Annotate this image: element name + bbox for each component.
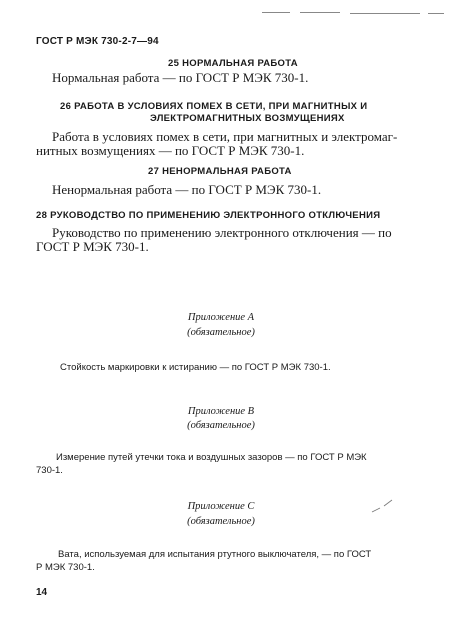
appendix-status: (обязательное) (187, 420, 255, 431)
section-title: 26 РАБОТА В УСЛОВИЯХ ПОМЕХ В СЕТИ, ПРИ МАГНИТНЫХ И (60, 101, 368, 112)
appendix-status: (обязательное) (187, 516, 255, 527)
section-title: ЭЛЕКТРОМАГНИТНЫХ ВОЗМУЩЕНИЯХ (150, 113, 345, 124)
section-text: Нормальная работа — по ГОСТ Р МЭК 730-1. (52, 70, 309, 85)
section-text: Руководство по применению электронного отключения — по (52, 225, 392, 240)
section-text: Работа в условиях помех в сети, при магнитных и электромаг- (52, 129, 398, 144)
section-title: 28 РУКОВОДСТВО ПО ПРИМЕНЕНИЮ ЭЛЕКТРОННОГО ОТКЛЮЧЕНИЯ (36, 210, 381, 221)
scan-mark (300, 12, 340, 13)
appendix-title: Приложение А (187, 312, 255, 323)
appendix-title: Приложение В (187, 406, 255, 417)
scan-mark (428, 13, 444, 14)
appendix-text: 730-1. (36, 465, 63, 476)
scan-mark (370, 498, 394, 514)
section-title: 25 НОРМАЛЬНАЯ РАБОТА (168, 58, 298, 69)
section-title: 27 НЕНОРМАЛЬНАЯ РАБОТА (148, 166, 292, 177)
appendix-text: Р МЭК 730-1. (36, 562, 95, 573)
section-text: Ненормальная работа — по ГОСТ Р МЭК 730-1. (52, 182, 322, 197)
appendix-title: Приложение С (187, 501, 255, 512)
scan-mark (350, 13, 420, 14)
appendix-text: Измерение путей утечки тока и воздушных зазоров — по ГОСТ Р МЭК (56, 452, 367, 463)
page-number: 14 (36, 587, 48, 598)
section-text: нитных возмущениях — по ГОСТ Р МЭК 730-1. (36, 143, 305, 158)
appendix-status: (обязательное) (187, 327, 255, 338)
scan-mark (262, 12, 290, 13)
appendix-text: Вата, используемая для испытания ртутного выключателя, — по ГОСТ (58, 549, 372, 560)
appendix-text: Стойкость маркировки к истиранию — по ГОСТ Р МЭК 730-1. (60, 362, 331, 373)
section-text: ГОСТ Р МЭК 730-1. (36, 239, 149, 254)
running-head: ГОСТ Р МЭК 730-2-7—94 (36, 36, 159, 47)
